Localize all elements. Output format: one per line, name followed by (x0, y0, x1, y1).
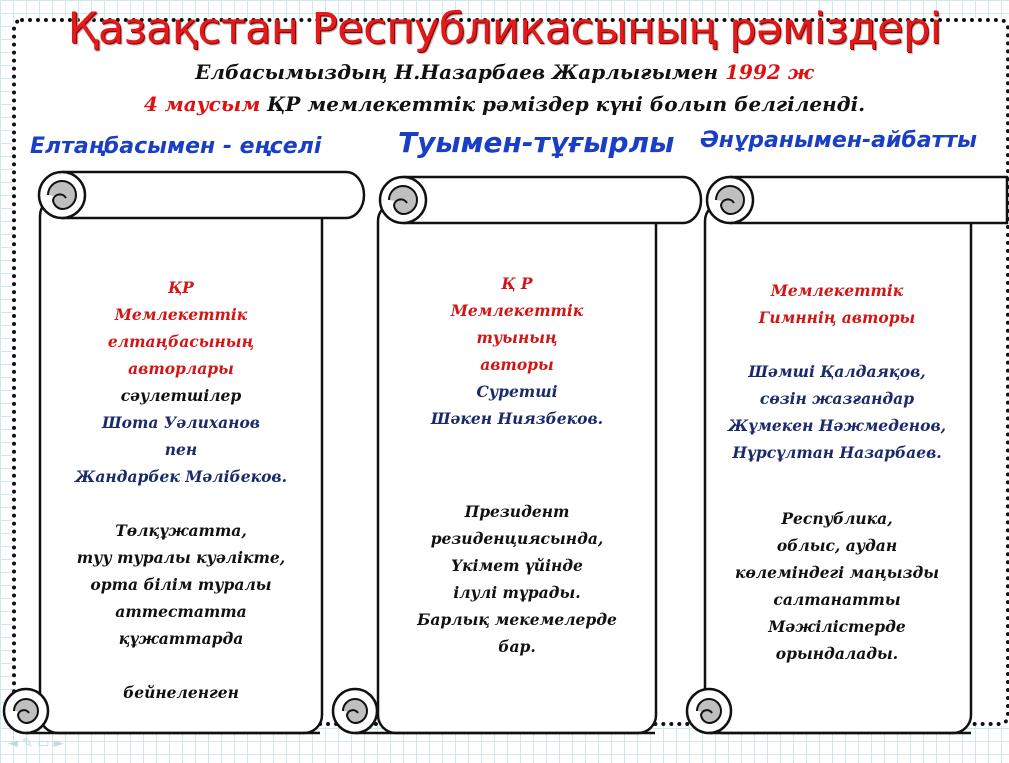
flag-red-line: туының (476, 328, 558, 347)
scroll-emblem (0, 168, 370, 743)
emblem-author: Жандарбек Мәлібеков. (75, 467, 287, 486)
flag-usage: резиденциясында, (430, 529, 604, 548)
motto-emblem: Елтаңбасымен - еңселі (30, 134, 322, 159)
decree-line-2 (0, 92, 1009, 116)
decree-text: ҚР мемлекеттік рәміздер күні болып белгіленді. (267, 92, 866, 116)
emblem-usage: орта білім туралы (90, 575, 272, 594)
flag-usage: Барлық мекемелерде (417, 610, 617, 629)
flag-red-line: Қ Р (501, 274, 533, 293)
emblem-red-line: елтаңбасының (107, 332, 255, 351)
anthem-author: Шәмші Қалдаяқов, (748, 362, 926, 381)
emblem-usage: туу туралы куәлікте, (76, 548, 286, 567)
decree-line-1 (0, 60, 1009, 84)
anthem-usage: көлеміндегі маңызды (734, 563, 940, 582)
anthem-usage: Республика, (781, 509, 893, 528)
emblem-red-line: Мемлекеттік (114, 305, 248, 324)
emblem-usage: құжаттарда (118, 629, 244, 648)
flag-usage: ілулі тұрады. (453, 583, 581, 602)
motto-flag: Туымен-тұғырлы (398, 126, 675, 159)
flag-usage: бар. (498, 637, 536, 656)
flag-content (385, 270, 649, 660)
anthem-usage: облыс, аудан (776, 536, 898, 555)
emblem-content (48, 274, 314, 706)
flag-usage: Үкімет үйінде (451, 556, 583, 575)
scroll-flag (325, 173, 705, 743)
anthem-red-line: Гимннің авторы (758, 308, 916, 327)
motto-anthem: Әнұранымен-айбатты (700, 128, 978, 153)
emblem-usage: Төлқұжатта, (115, 521, 247, 540)
scroll-anthem (655, 173, 1009, 743)
emblem-footer: бейнеленген (123, 683, 239, 702)
anthem-author: Нұрсұлтан Назарбаев. (732, 443, 942, 462)
flag-red-line: авторы (480, 355, 554, 374)
emblem-red-line: авторлары (128, 359, 234, 378)
page-title: Қазақстан Республикасының рәміздері (67, 4, 942, 54)
decree-text: Елбасымыздың Н.Назарбаев Жарлығымен (195, 60, 726, 84)
flag-red-line: Мемлекеттік (450, 301, 584, 320)
anthem-usage: орындалады. (775, 644, 899, 663)
emblem-usage: аттестатта (115, 602, 247, 621)
faded-toolbar-icons: ◄ ✎ ▭ ► (8, 736, 64, 751)
anthem-author: Жұмекен Нәжмеденов, (727, 416, 947, 435)
emblem-role: сәулетшілер (120, 386, 242, 405)
emblem-red-line: ҚР (168, 278, 194, 297)
decree-date: 4 маусым (143, 92, 268, 116)
decree-year: 1992 ж (725, 60, 814, 84)
flag-author: Шәкен Ниязбеков. (430, 409, 604, 428)
emblem-author: пен (164, 440, 198, 459)
flag-author: Суретші (476, 382, 558, 401)
flag-usage: Президент (464, 502, 570, 521)
anthem-red-line: Мемлекеттік (770, 281, 904, 300)
emblem-author: Шота Уәлиханов (102, 413, 260, 432)
anthem-content (707, 277, 967, 667)
anthem-usage: салтанатты (773, 590, 901, 609)
anthem-author: сөзін жазғандар (759, 389, 915, 408)
anthem-usage: Мәжілістерде (768, 617, 906, 636)
